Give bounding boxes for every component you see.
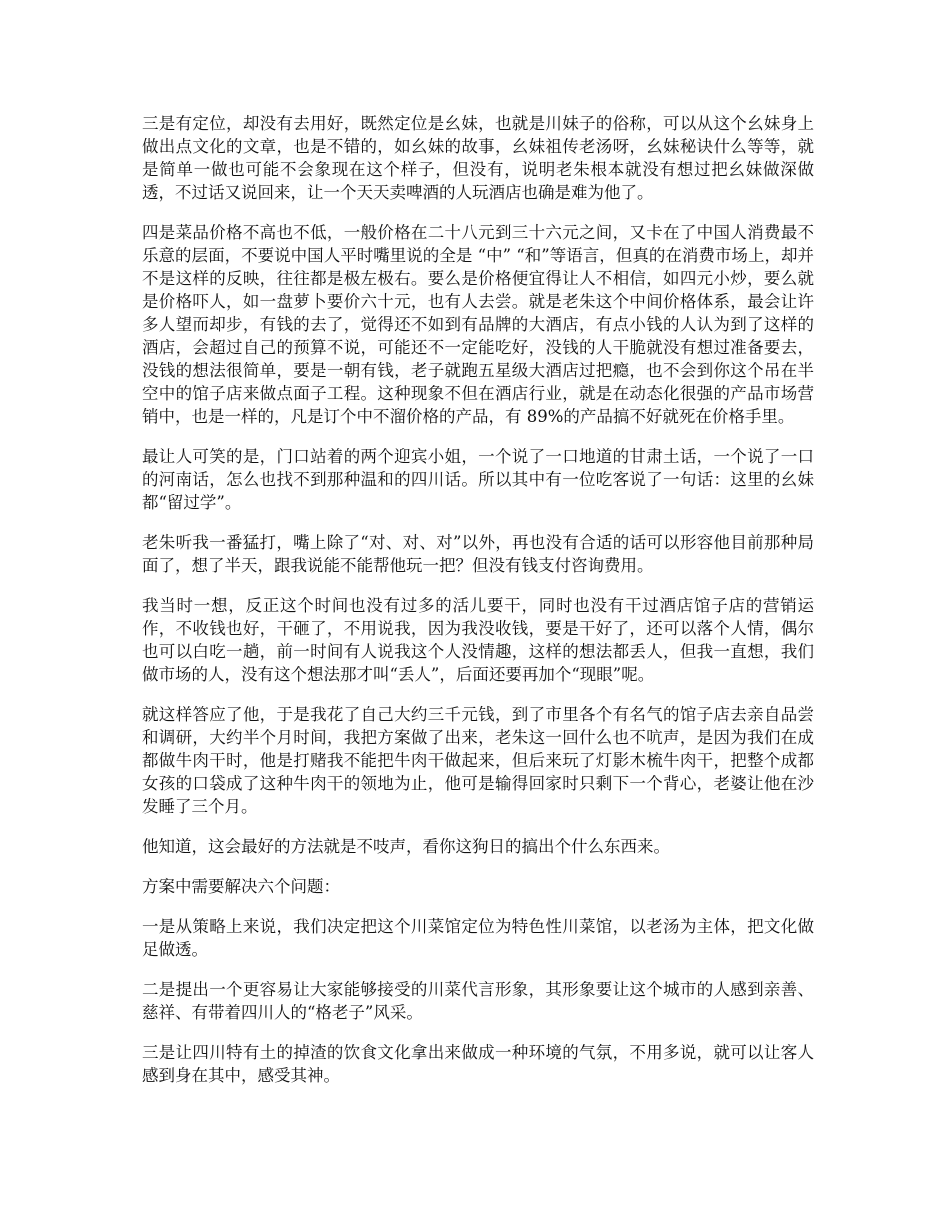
- paragraph-problem-3: 三是让四川特有土的掉渣的饮食文化拿出来做成一种环境的气氛，不用多说，就可以让客人感到身在其中，感受其神。: [142, 1043, 814, 1085]
- paragraph-lao-zhu-request: 老朱听我一番猛打，嘴上除了“对、对、对”以外，再也没有合适的话可以形容他目前那种局面了，想了半天，跟我说能不能帮他玩一把？但没有钱支付咨询费用。: [142, 533, 814, 575]
- paragraph-positioning: 三是有定位，却没有去用好，既然定位是幺妹，也就是川妹子的俗称，可以从这个幺妹身上做出点文化的文章，也是不错的，如幺妹的故事，幺妹祖传老汤呀，幺妹秘诀什么等等，就是简单一做也可能不会象现在这个样子，但没有，说明老朱根本就没有想过把幺妹做深做透，不过话又说回来，让一个天天卖啤酒的人玩酒店也确是难为他了。: [142, 114, 814, 202]
- paragraph-six-problems-intro: 方案中需要解决六个问题：: [142, 877, 340, 896]
- document-body: [142, 112, 814, 1104]
- paragraph-my-decision: 我当时一想，反正这个时间也没有过多的活儿要干，同时也没有干过酒店馆子店的营销运作，不收钱也好，干砸了，不用说我，因为我没收钱，要是干好了，还可以落个人情，偶尔也可以白吃一趟，前一时间有人说我这个人没情趣，这样的想法都丢人，但我一直想，我们做市场的人，没有这个想法那才叫“丢人”，后面还要再加个“现眼”呢。: [142, 596, 814, 684]
- paragraph-problem-1: 一是从策略上来说，我们决定把这个川菜馆定位为特色性川菜馆，以老汤为主体，把文化做足做透。: [142, 917, 814, 959]
- paragraph-research: 就这样答应了他，于是我花了自己大约三千元钱，到了市里各个有名气的馆子店去亲自品尝和调研，大约半个月时间，我把方案做了出来，老朱这一回什么也不吭声，是因为我们在成都做牛肉干时，他是打赌我不能把牛肉干做起来，但后来玩了灯影木梳牛肉干，把整个成都女孩的口袋成了这种牛肉干的领地为止，他可是输得回家时只剩下一个背心，老婆让他在沙发睡了三个月。: [142, 705, 814, 816]
- paragraph-pricing: 四是菜品价格不高也不低，一般价格在二十八元到三十六元之间，又卡在了中国人消费最不乐意的层面，不要说中国人平时嘴里说的全是 “中” “和”等语言，但真的在消费市场上，却并不是这样的反映，往往都是极左极右。要么是价格便宜得让人不相信，如四元小炒，要么就是价格吓人，如一盘萝卜要价六十元，也有人去尝。就是老朱这个中间价格体系，最会让许多人望而却步，有钱的去了，觉得还不如到有品牌的大酒店，有点小钱的人认为到了这样的酒店，会超过自己的预算不说，可能还不一定能吃好，没钱的人干脆就没有想过准备要去，没钱的想法很简单，要是一朝有钱，老子就跑五星级大酒店过把瘾，也不会到你这个吊在半空中的馆子店来做点面子工程。这种现象不但在酒店行业，就是在动态化很强的产品市场营销中，也是一样的，凡是订个中不溜价格的产品，有 89%的产品搞不好就死在价格手里。: [142, 223, 814, 426]
- paragraph-silence: 他知道，这会最好的方法就是不吱声，看你这狗日的搞出个什么东西来。: [142, 837, 670, 856]
- paragraph-greeters: 最让人可笑的是，门口站着的两个迎宾小姐，一个说了一口地道的甘肃土话，一个说了一口的河南话，怎么也找不到那种温和的四川话。所以其中有一位吃客说了一句话：这里的幺妹都“留过学”。: [142, 447, 814, 512]
- paragraph-problem-2: 二是提出一个更容易让大家能够接受的川菜代言形象，其形象要让这个城市的人感到亲善、慈祥、有带着四川人的“格老子”风采。: [142, 980, 814, 1022]
